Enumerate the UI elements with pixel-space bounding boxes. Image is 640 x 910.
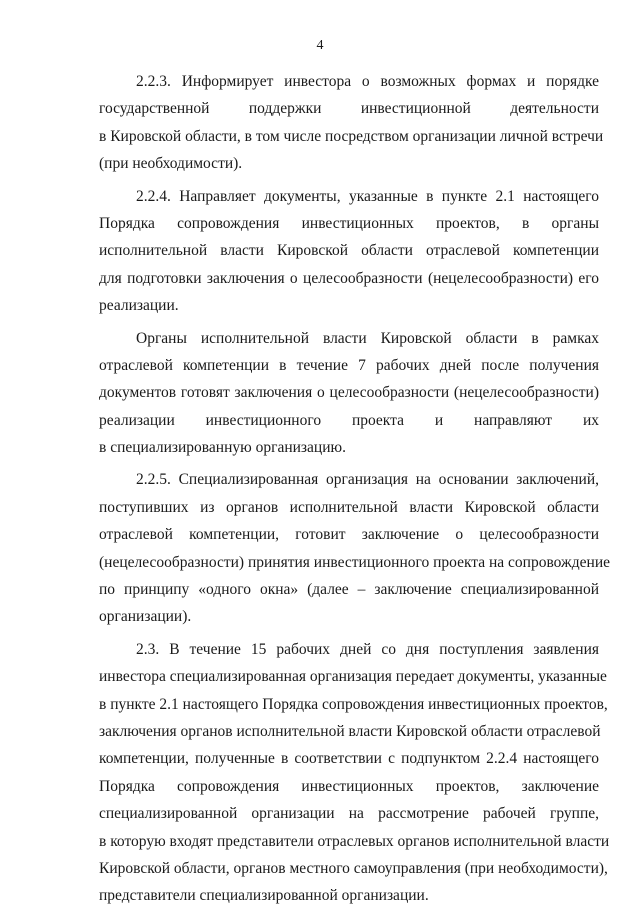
text-line: государственной поддержки инвестиционной деятельности (99, 100, 599, 118)
text-line: реализации инвестиционного проекта и направляют их (99, 411, 599, 429)
document-body (99, 68, 610, 910)
text-line: 2.2.4. Направляет документы, указанные в пункте 2.1 настоящего (136, 187, 599, 205)
text-line: отраслевой компетенции в течение 7 рабочих дней после получения (99, 356, 599, 374)
text-line: (при необходимости). (99, 155, 243, 173)
page-number: 4 (316, 38, 324, 53)
text-line: Органы исполнительной власти Кировской области в рамках (136, 329, 599, 347)
text-line: для подготовки заключения о целесообразности (нецелесообразности) его (99, 269, 599, 287)
paragraph-2-3 (99, 636, 610, 910)
text-line: исполнительной власти Кировской области отраслевой компетенции (99, 242, 599, 260)
text-line: поступивших из органов исполнительной власти Кировской области (99, 498, 599, 516)
text-line: реализации. (99, 297, 179, 315)
text-line: по принципу «одного окна» (далее – заключение специализированной (99, 581, 599, 599)
paragraph-2-2-4 (99, 183, 599, 320)
text-line: документов готовят заключения о целесообразности (нецелесообразности) (99, 384, 599, 402)
text-line: 2.2.3. Информирует инвестора о возможных формах и порядке (136, 73, 599, 90)
paragraph-organy (99, 325, 599, 462)
text-line: отраслевой компетенции, готовит заключение о целесообразности (99, 526, 599, 544)
text-line: представители специализированной организации. (99, 887, 429, 905)
text-line: в Кировской области, в том числе посредством организации личной встречи (99, 127, 604, 145)
text-line: 2.2.5. Специализированная организация на основании заключений, (136, 471, 599, 489)
text-line: 2.3. В течение 15 рабочих дней со дня поступления заявления (136, 640, 599, 658)
paragraph-2-2-5 (99, 466, 610, 630)
text-line: в специализированную организацию. (99, 439, 346, 457)
text-line: инвестора специализированная организация передает документы, указанные (99, 668, 607, 686)
paragraph-2-2-3 (99, 68, 604, 178)
text-line: в которую входят представители отраслевых органов исполнительной власти (99, 832, 610, 850)
text-line: организации). (99, 608, 192, 626)
text-line: Кировской области, органов местного самоуправления (при необходимости), (99, 859, 608, 877)
text-line: в пункте 2.1 настоящего Порядка сопровождения инвестиционных проектов, (99, 695, 608, 713)
text-line: Порядка сопровождения инвестиционных проектов, заключение (99, 777, 599, 795)
text-line: (нецелесообразности) принятия инвестиционного проекта на сопровождение (99, 553, 610, 571)
text-line: компетенции, полученные в соответствии с подпунктом 2.2.4 настоящего (99, 750, 599, 768)
text-line: специализированной организации на рассмотрение рабочей группе, (99, 805, 599, 823)
text-line: Порядка сопровождения инвестиционных проектов, в органы (99, 214, 599, 232)
text-line: заключения органов исполнительной власти Кировской области отраслевой (99, 722, 601, 740)
